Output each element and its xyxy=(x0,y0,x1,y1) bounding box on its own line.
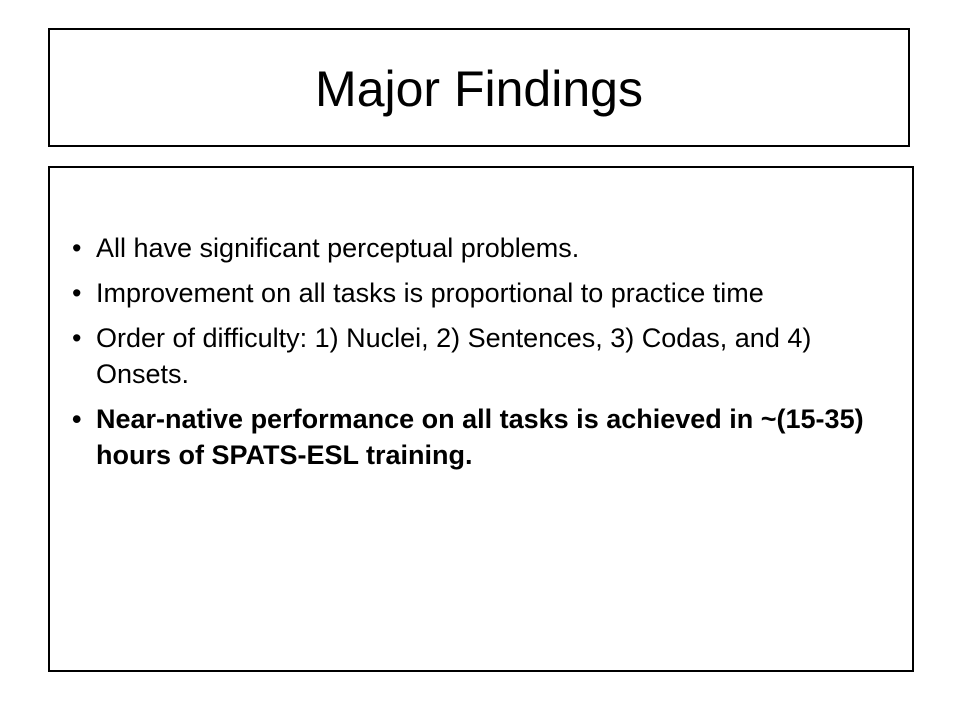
bullet-item-improvement xyxy=(72,275,872,311)
bullet-marker: • xyxy=(72,404,82,434)
slide-title: Major Findings xyxy=(315,60,643,117)
bullet-text: Order of difficulty: 1) Nuclei, 2) Sentences, 3) Codas, and 4) Onsets. xyxy=(96,323,812,389)
bullet-marker: • xyxy=(72,233,82,263)
bullet-marker: • xyxy=(72,323,82,353)
bullet-list xyxy=(72,230,872,482)
bullet-marker: • xyxy=(72,278,82,308)
title-box xyxy=(48,28,910,147)
bullet-text: All have significant perceptual problems. xyxy=(96,233,580,263)
bullet-item-order-of-difficulty xyxy=(72,320,872,392)
bullet-text: Improvement on all tasks is proportional to practice time xyxy=(96,278,764,308)
bullet-item-perceptual-problems xyxy=(72,230,872,266)
bullet-text: Near-native performance on all tasks is achieved in ~(15-35) hours of SPATS-ESL training. xyxy=(96,404,864,470)
bullet-item-near-native-performance xyxy=(72,401,872,473)
content-box xyxy=(48,166,914,672)
